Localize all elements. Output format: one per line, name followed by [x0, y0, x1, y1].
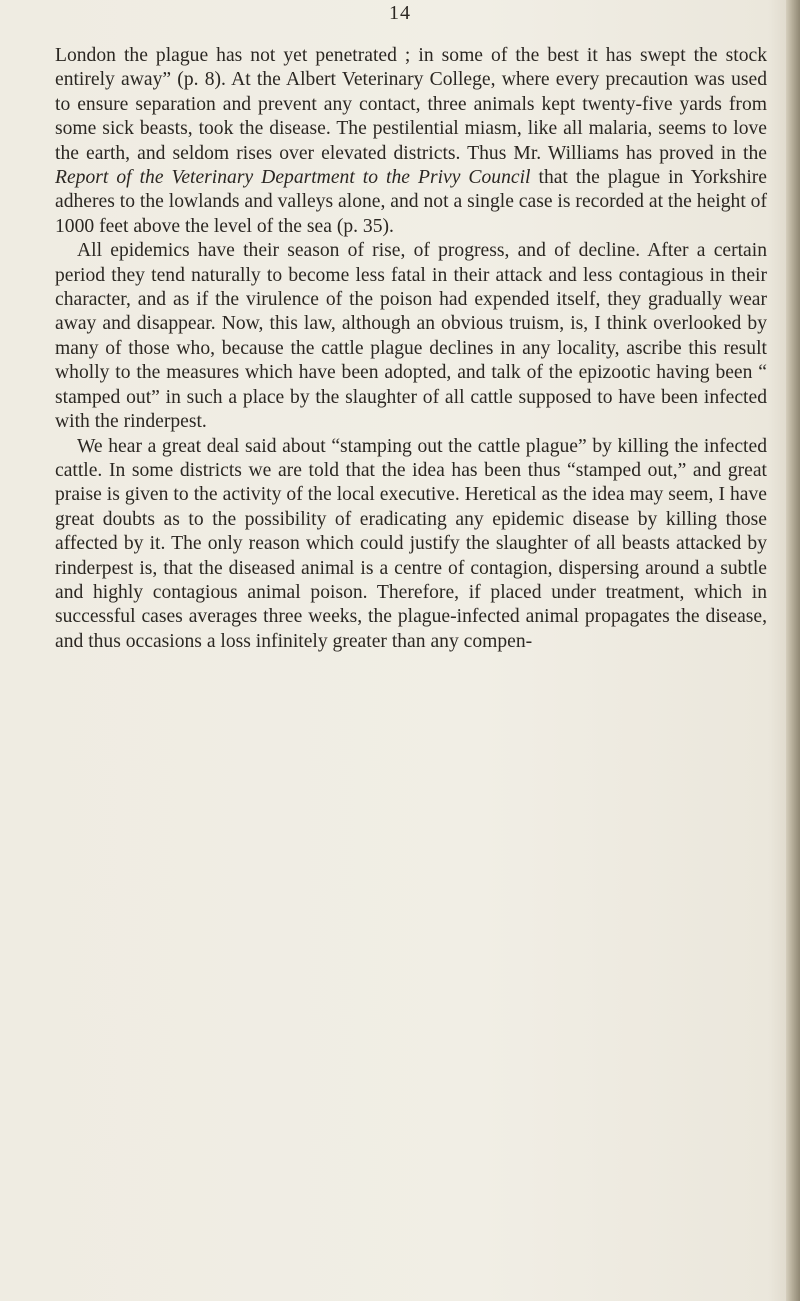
- body-text: [55, 44, 767, 654]
- page-binding-edge: [786, 0, 800, 1301]
- text-segment: that the plague in Yorkshire adheres to the lowlands and valleys alone, and not a single case is recorded at the height of 1000 feet above the level of the sea (p. 35).: [55, 167, 768, 237]
- page-number: 14: [389, 2, 411, 24]
- text-segment: London the plague has not yet penetrated ; in some of the best it has swept the stock entirely away” (p. 8). At the Albert Veterinary College, where every precaution was used to ensure separation and prevent any contact, three animals kept twenty-five yards from some sick beasts, took the disease. The pestilential miasm, like all malaria, seems to love the earth, and seldom rises over elevated districts. Thus Mr. Williams has proved in the: [55, 45, 767, 164]
- text-segment: All epidemics have their season of rise, of progress, and of decline. After a certain period they tend naturally to become less fatal in their attack and less contagious in their character, and as if the virulence of the poison had expended itself, they gradually wear away and disappear. Now, this law, although an obvious truism, is, I think overlooked by many of those who, because the cattle plague declines in any locality, ascribe this result wholly to the measures which have been adopted, and talk of the epizootic having been “ stamped out” in such a place by the slaughter of all cattle supposed to have been infected with the rinderpest.: [55, 240, 767, 433]
- text-segment: We hear a great deal said about “stamping out the cattle plague” by killing the infected cattle. In some districts we are told that the idea has been thus “stamped out,” and great praise is given to the activity of the local executive. Heretical as the idea may seem, I have great doubts as to the possibility of eradicating any epidemic disease by killing those affected by it. The only reason which could justify the slaughter of all beasts attacked by rinderpest is, that the diseased animal is a centre of contagion, dispersing around a subtle and highly contagious animal poison. Therefore, if placed under treatment, which in successful cases averages three weeks, the plague-infected animal propagates the disease, and thus occasions a loss infinitely greater than any compen-: [55, 435, 767, 652]
- report-title: Report of the Veterinary Department to the Privy Council: [55, 167, 531, 189]
- paragraph-3: [55, 435, 767, 655]
- paragraph-2: [55, 239, 767, 434]
- paragraph-1: [55, 44, 767, 239]
